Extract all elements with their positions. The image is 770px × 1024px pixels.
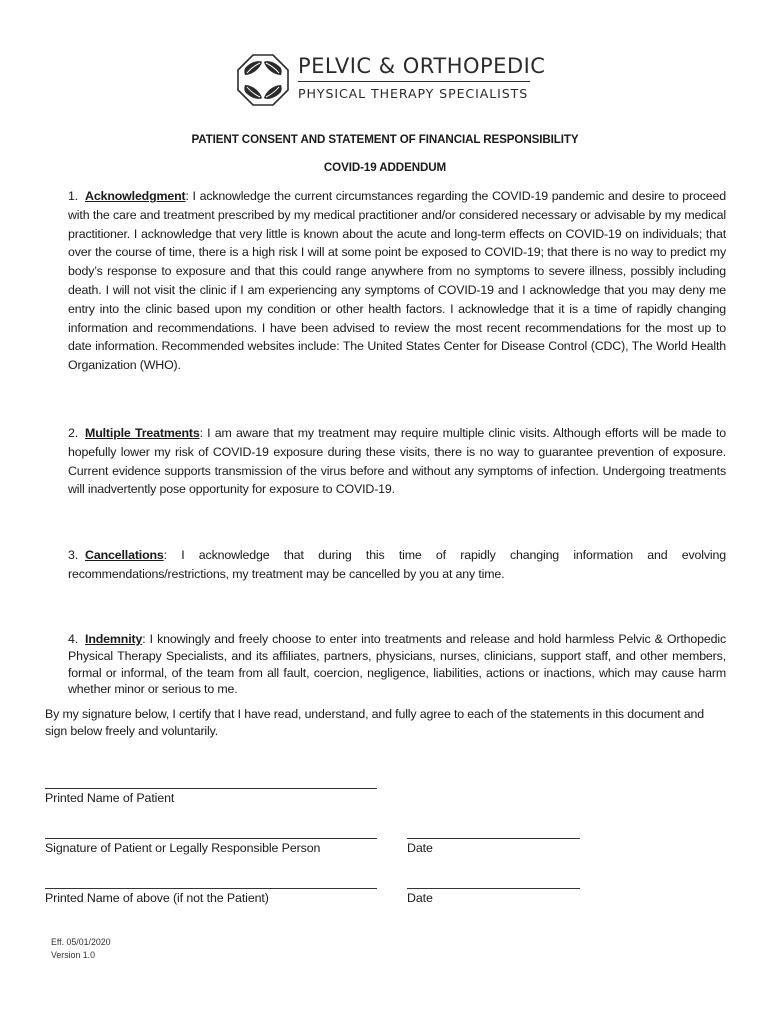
section-text: : I acknowledge that during this time of rapidly changing information and evolving recommendations/restrictions, my treatment may be cancelled by you at any time. — [68, 548, 726, 581]
logo-tagline: PHYSICAL THERAPY SPECIALISTS — [298, 86, 529, 101]
section-multiple-treatments — [68, 424, 726, 499]
printed-name-line[interactable] — [45, 788, 377, 789]
effective-date: Eff. 05/01/2020 — [51, 937, 111, 947]
section-heading: Indemnity — [85, 632, 143, 646]
certification-statement: By my signature below, I certify that I have read, understand, and fully agree to each of the statements in this document and sign below freely and voluntarily. — [45, 707, 704, 739]
section-acknowledgment — [68, 187, 726, 375]
leaf-emblem-icon — [236, 53, 290, 107]
date-label-2: Date — [407, 891, 433, 905]
section-heading: Cancellations — [85, 548, 164, 562]
section-text: : I knowingly and freely choose to enter into treatments and release and hold harmless Pelvic & Orthopedic Physical Therapy Specialists, and its affiliates, partners, physicians, nurses, clinicians, support staff, and other members, formal or informal, of the team from all fault, coercion, negligence, liabilities, actions or inactions, which may cause harm whether minor or serious to me. — [68, 632, 726, 697]
date-label-1: Date — [407, 841, 433, 855]
printed-name-other-line[interactable] — [45, 888, 377, 889]
logo-divider — [298, 81, 530, 82]
section-text: : I acknowledge the current circumstances regarding the COVID-19 pandemic and desire to proceed with the care and treatment prescribed by my medical practitioner and/or considered necessary or advisable by my medical practitioner. I acknowledge that very little is known about the acute and long-term effects on COVID-19 on individuals; that over the course of time, there is a high risk I will at some point be exposed to COVID-19; that there is no way to predict my body’s response to exposure and that this could range anywhere from no symptoms to severe illness, possibly including death. I will not visit the clinic if I am experiencing any symptoms of COVID-19 and I acknowledge that you may deny me entry into the clinic based upon my condition or other health factors. I acknowledge that it is a time of rapidly changing information and recommendations. I have been advised to review the most recent recommendations for the most up to date information. Recommended websites include: The United States Center for Disease Control (CDC), The World Health Organization (WHO). — [68, 189, 726, 373]
section-heading: Multiple Treatments — [85, 426, 200, 440]
section-number: 2. — [68, 426, 79, 440]
signature-label: Signature of Patient or Legally Responsible Person — [45, 841, 321, 855]
date-line-1[interactable] — [407, 838, 580, 839]
printed-name-label: Printed Name of Patient — [45, 791, 175, 805]
signature-line[interactable] — [45, 838, 377, 839]
section-heading: Acknowledgment — [85, 189, 186, 203]
section-number: 4. — [68, 632, 79, 646]
version-label: Version 1.0 — [51, 950, 96, 960]
document-title: PATIENT CONSENT AND STATEMENT OF FINANCIAL RESPONSIBILITY — [191, 133, 579, 146]
section-number: 1. — [68, 189, 79, 203]
printed-name-other-label: Printed Name of above (if not the Patient) — [45, 891, 269, 905]
date-line-2[interactable] — [407, 888, 580, 889]
logo-company-name: PELVIC & ORTHOPEDIC — [298, 54, 546, 78]
document-subtitle: COVID-19 ADDENDUM — [323, 161, 447, 174]
section-text: : I am aware that my treatment may require multiple clinic visits. Although efforts will be made to hopefully lower my risk of COVID-19 exposure during these visits, there is no way to guarantee prevention of exposure. Current evidence supports transmission of the virus before and without any symptoms of infection. Undergoing treatments will inadvertently pose opportunity for exposure to COVID-19. — [68, 426, 726, 497]
section-cancellations — [68, 546, 726, 584]
company-logo — [236, 50, 546, 110]
section-number: 3. — [68, 548, 79, 562]
section-indemnity — [68, 631, 726, 698]
